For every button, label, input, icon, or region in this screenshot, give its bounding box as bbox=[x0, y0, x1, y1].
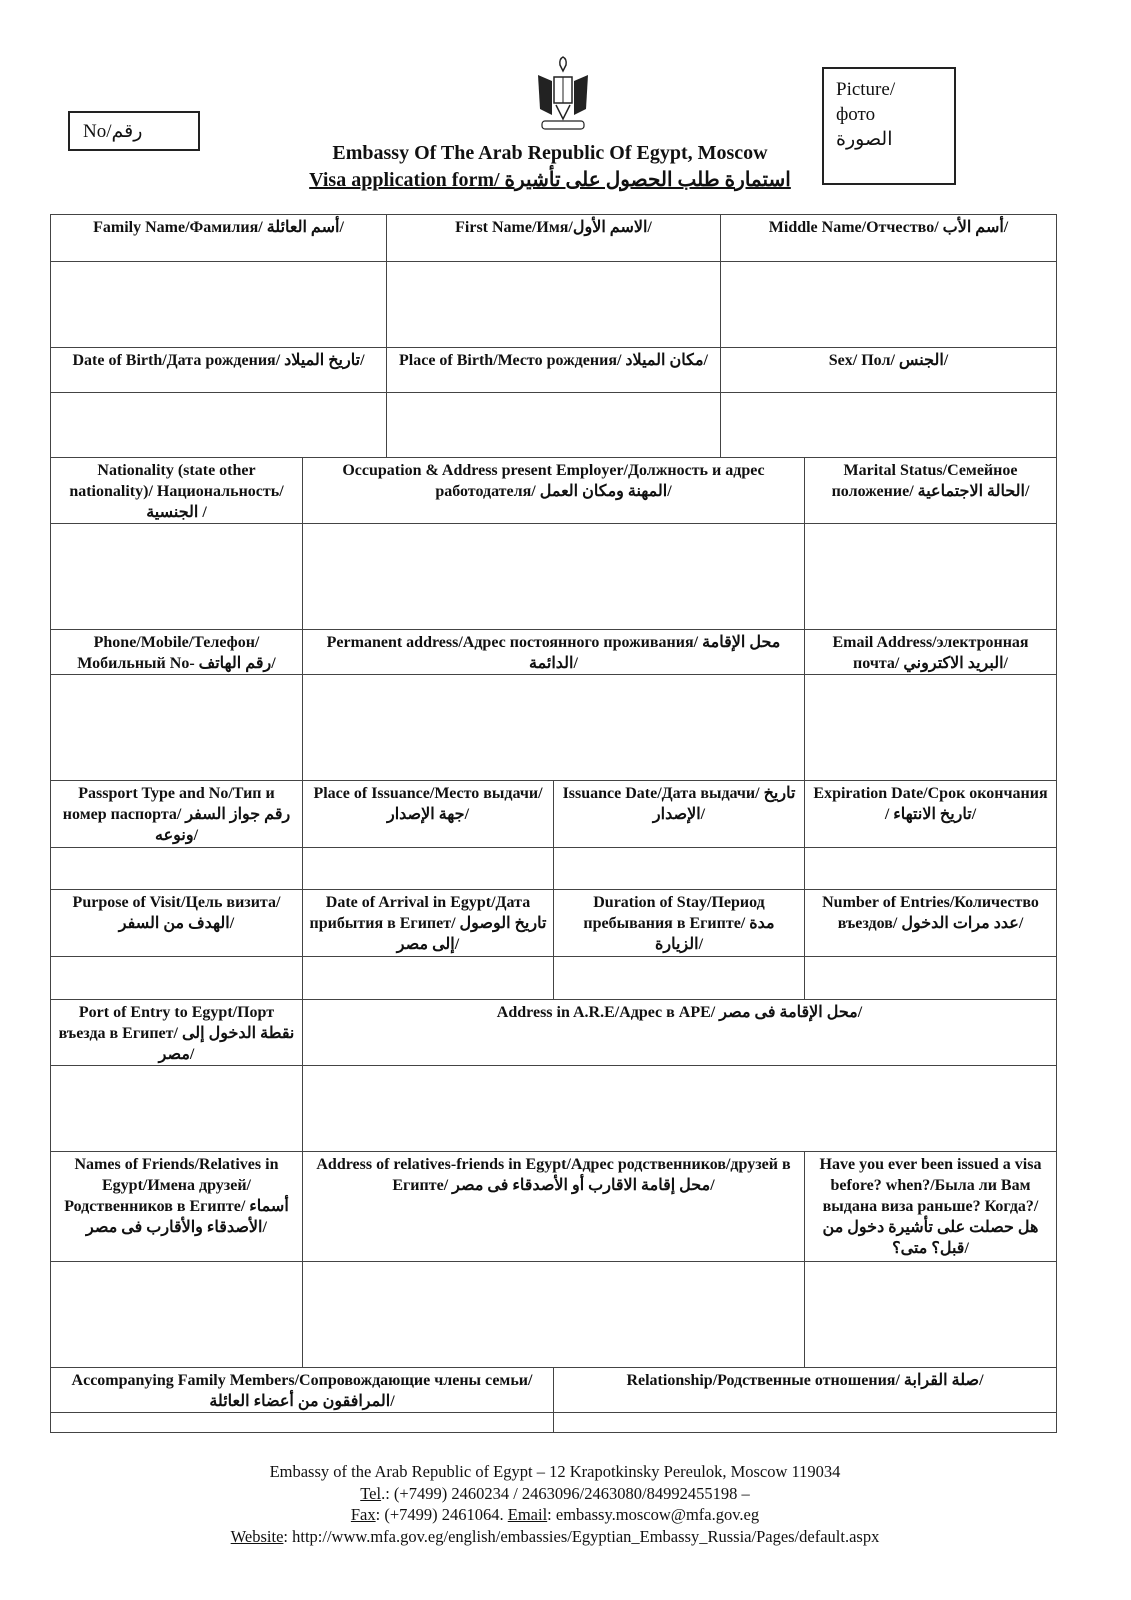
purpose-of-visit-field[interactable] bbox=[51, 957, 303, 1000]
duration-of-stay-field[interactable] bbox=[554, 957, 805, 1000]
nationality-field[interactable] bbox=[51, 524, 303, 630]
sex-label: Sex/ Пол/ الجنس/ bbox=[721, 348, 1057, 393]
email-field[interactable] bbox=[805, 675, 1057, 781]
accompanying-family-label: Accompanying Family Members/Сопровождающие члены семьи/ المرافقون من أعضاء العائلة/ bbox=[51, 1368, 554, 1413]
relatives-inputs-row bbox=[51, 1262, 1057, 1368]
marital-status-label: Marital Status/Семейное положение/ الحالة الاجتماعية/ bbox=[805, 458, 1057, 524]
address-of-relatives-label: Address of relatives-friends in Egypt/Адрес родственников/друзей в Египте/ محل إقامة الاقارب أو الأصدقاء فى مصر/ bbox=[303, 1152, 805, 1262]
footer-tel-line bbox=[100, 1483, 1010, 1505]
date-of-arrival-field[interactable] bbox=[303, 957, 554, 1000]
email-value[interactable]: : embassy.moscow@mfa.gov.eg bbox=[547, 1505, 760, 1524]
application-number-label: No/رقم bbox=[83, 121, 143, 142]
nationality-inputs-row bbox=[51, 524, 1057, 630]
passport-type-field[interactable] bbox=[51, 848, 303, 890]
form-title: Visa application form/ استمارة طلب الحصول على تأشيرة bbox=[309, 169, 791, 191]
contact-inputs-row bbox=[51, 675, 1057, 781]
photo-label-ar: الصورة bbox=[836, 129, 893, 150]
expiration-date-label: Expiration Date/Срок окончания / تاريخ الانتهاء/ bbox=[805, 781, 1057, 848]
footer-website-line bbox=[100, 1526, 1010, 1548]
application-number-box[interactable] bbox=[68, 111, 200, 151]
phone-label: Phone/Mobile/Телефон/ Мобильный No- رقم الهاتف/ bbox=[51, 630, 303, 675]
footer-address: Embassy of the Arab Republic of Egypt – 12 Krapotkinsky Pereulok, Moscow 119034 bbox=[269, 1462, 841, 1481]
sex-field[interactable] bbox=[721, 393, 1057, 458]
fax-value: : (+7499) 2461064. bbox=[375, 1505, 508, 1524]
address-in-egypt-label: Address in A.R.E/Адрес в АРЕ/ محل الإقامة فى مصر/ bbox=[303, 1000, 1057, 1066]
contact-labels-row bbox=[51, 630, 1057, 675]
birth-labels-row bbox=[51, 348, 1057, 393]
tel-label: Tel bbox=[360, 1483, 382, 1503]
birth-inputs-row bbox=[51, 393, 1057, 458]
first-name-label: First Name/Имя/الاسم الأول/ bbox=[387, 215, 721, 262]
issuance-date-field[interactable] bbox=[554, 848, 805, 890]
embassy-contact-footer bbox=[100, 1461, 1010, 1547]
website-label: Website bbox=[230, 1526, 284, 1546]
date-of-birth-label: Date of Birth/Дата рождения/ تاريخ الميلاد/ bbox=[51, 348, 387, 393]
number-of-entries-field[interactable] bbox=[805, 957, 1057, 1000]
place-of-birth-label: Place of Birth/Место рождения/ مكان الميلاد/ bbox=[387, 348, 721, 393]
permanent-address-label: Permanent address/Адрес постоянного проживания/ محل الإقامة الدائمة/ bbox=[303, 630, 805, 675]
names-of-relatives-field[interactable] bbox=[51, 1262, 303, 1368]
date-of-arrival-label: Date of Arrival in Egypt/Дата прибытия в Египет/ تاريخ الوصول إلى مصر/ bbox=[303, 890, 554, 957]
issuance-date-label: Issuance Date/Дата выдачи/ تاريخ الإصدار/ bbox=[554, 781, 805, 848]
relatives-labels-row bbox=[51, 1152, 1057, 1262]
middle-name-field[interactable] bbox=[721, 262, 1057, 348]
visit-inputs-row bbox=[51, 957, 1057, 1000]
family-labels-row bbox=[51, 1368, 1057, 1413]
visit-labels-row bbox=[51, 890, 1057, 957]
name-labels-row bbox=[51, 215, 1057, 262]
names-of-relatives-label: Names of Friends/Relatives in Egypt/Имена друзей/Родственников в Египте/ أسماء الأصدقاء والأقارب فى مصر/ bbox=[51, 1152, 303, 1262]
passport-inputs-row bbox=[51, 848, 1057, 890]
family-name-field[interactable] bbox=[51, 262, 387, 348]
purpose-of-visit-label: Purpose of Visit/Цель визита/ الهدف من السفر/ bbox=[51, 890, 303, 957]
first-name-field[interactable] bbox=[387, 262, 721, 348]
email-label: Email Address/электронная почта/ البريد الاكتروني/ bbox=[805, 630, 1057, 675]
previous-visa-field[interactable] bbox=[805, 1262, 1057, 1368]
nationality-labels-row bbox=[51, 458, 1057, 524]
photo-label-en: Picture/ bbox=[836, 79, 896, 100]
visa-application-table bbox=[50, 214, 1057, 1433]
place-of-issuance-label: Place of Issuance/Место выдачи/ جهة الإصدار/ bbox=[303, 781, 554, 848]
duration-of-stay-label: Duration of Stay/Период пребывания в Египте/ مدة الزيارة/ bbox=[554, 890, 805, 957]
accompanying-family-field[interactable] bbox=[51, 1413, 554, 1433]
permanent-address-field[interactable] bbox=[303, 675, 805, 781]
email-label-footer: Email bbox=[507, 1505, 548, 1524]
address-in-egypt-field[interactable] bbox=[303, 1066, 1057, 1152]
fax-label: Fax bbox=[350, 1505, 376, 1524]
tel-value: .: (+7499) 2460234 / 2463096/2463080/84992455198 – bbox=[381, 1483, 750, 1503]
place-of-birth-field[interactable] bbox=[387, 393, 721, 458]
photo-label-ru: фото bbox=[836, 104, 876, 125]
previous-visa-label: Have you ever been issued a visa before? when?/Была ли Вам выдана виза раньше? Когда?/ هل حصلت على تأشيرة دخول من قبل؟ متى؟/ bbox=[805, 1152, 1057, 1262]
address-of-relatives-field[interactable] bbox=[303, 1262, 805, 1368]
relationship-label: Relationship/Родственные отношения/ صلة القرابة/ bbox=[554, 1368, 1057, 1413]
marital-status-field[interactable] bbox=[805, 524, 1057, 630]
date-of-birth-field[interactable] bbox=[51, 393, 387, 458]
port-of-entry-field[interactable] bbox=[51, 1066, 303, 1152]
entry-labels-row bbox=[51, 1000, 1057, 1066]
occupation-field[interactable] bbox=[303, 524, 805, 630]
eagle-emblem-icon bbox=[530, 53, 596, 137]
name-inputs-row bbox=[51, 262, 1057, 348]
number-of-entries-label: Number of Entries/Количество въездов/ عدد مرات الدخول/ bbox=[805, 890, 1057, 957]
website-value[interactable]: : http://www.mfa.gov.eg/english/embassies/Egyptian_Embassy_Russia/Pages/default.aspx bbox=[283, 1526, 880, 1546]
photo-placeholder[interactable] bbox=[822, 67, 956, 185]
family-name-label: Family Name/Фамилия/ أسم العائلة/ bbox=[51, 215, 387, 262]
nationality-label: Nationality (state other nationality)/ Национальность/ الجنسية / bbox=[51, 458, 303, 524]
passport-labels-row bbox=[51, 781, 1057, 848]
relationship-field[interactable] bbox=[554, 1413, 1057, 1433]
passport-type-label: Passport Type and No/Тип и номер паспорта/ رقم جواز السفر ونوعه/ bbox=[51, 781, 303, 848]
family-inputs-row bbox=[51, 1413, 1057, 1433]
phone-field[interactable] bbox=[51, 675, 303, 781]
expiration-date-field[interactable] bbox=[805, 848, 1057, 890]
entry-inputs-row bbox=[51, 1066, 1057, 1152]
occupation-label: Occupation & Address present Employer/Должность и адрес работодателя/ المهنة ومكان العمل/ bbox=[303, 458, 805, 524]
port-of-entry-label: Port of Entry to Egypt/Порт въезда в Египет/ نقطة الدخول إلى مصر/ bbox=[51, 1000, 303, 1066]
footer-fax-email-line bbox=[100, 1504, 1010, 1526]
embassy-title: Embassy Of The Arab Republic Of Egypt, Moscow bbox=[332, 142, 768, 164]
middle-name-label: Middle Name/Отчество/ أسم الأب/ bbox=[721, 215, 1057, 262]
place-of-issuance-field[interactable] bbox=[303, 848, 554, 890]
